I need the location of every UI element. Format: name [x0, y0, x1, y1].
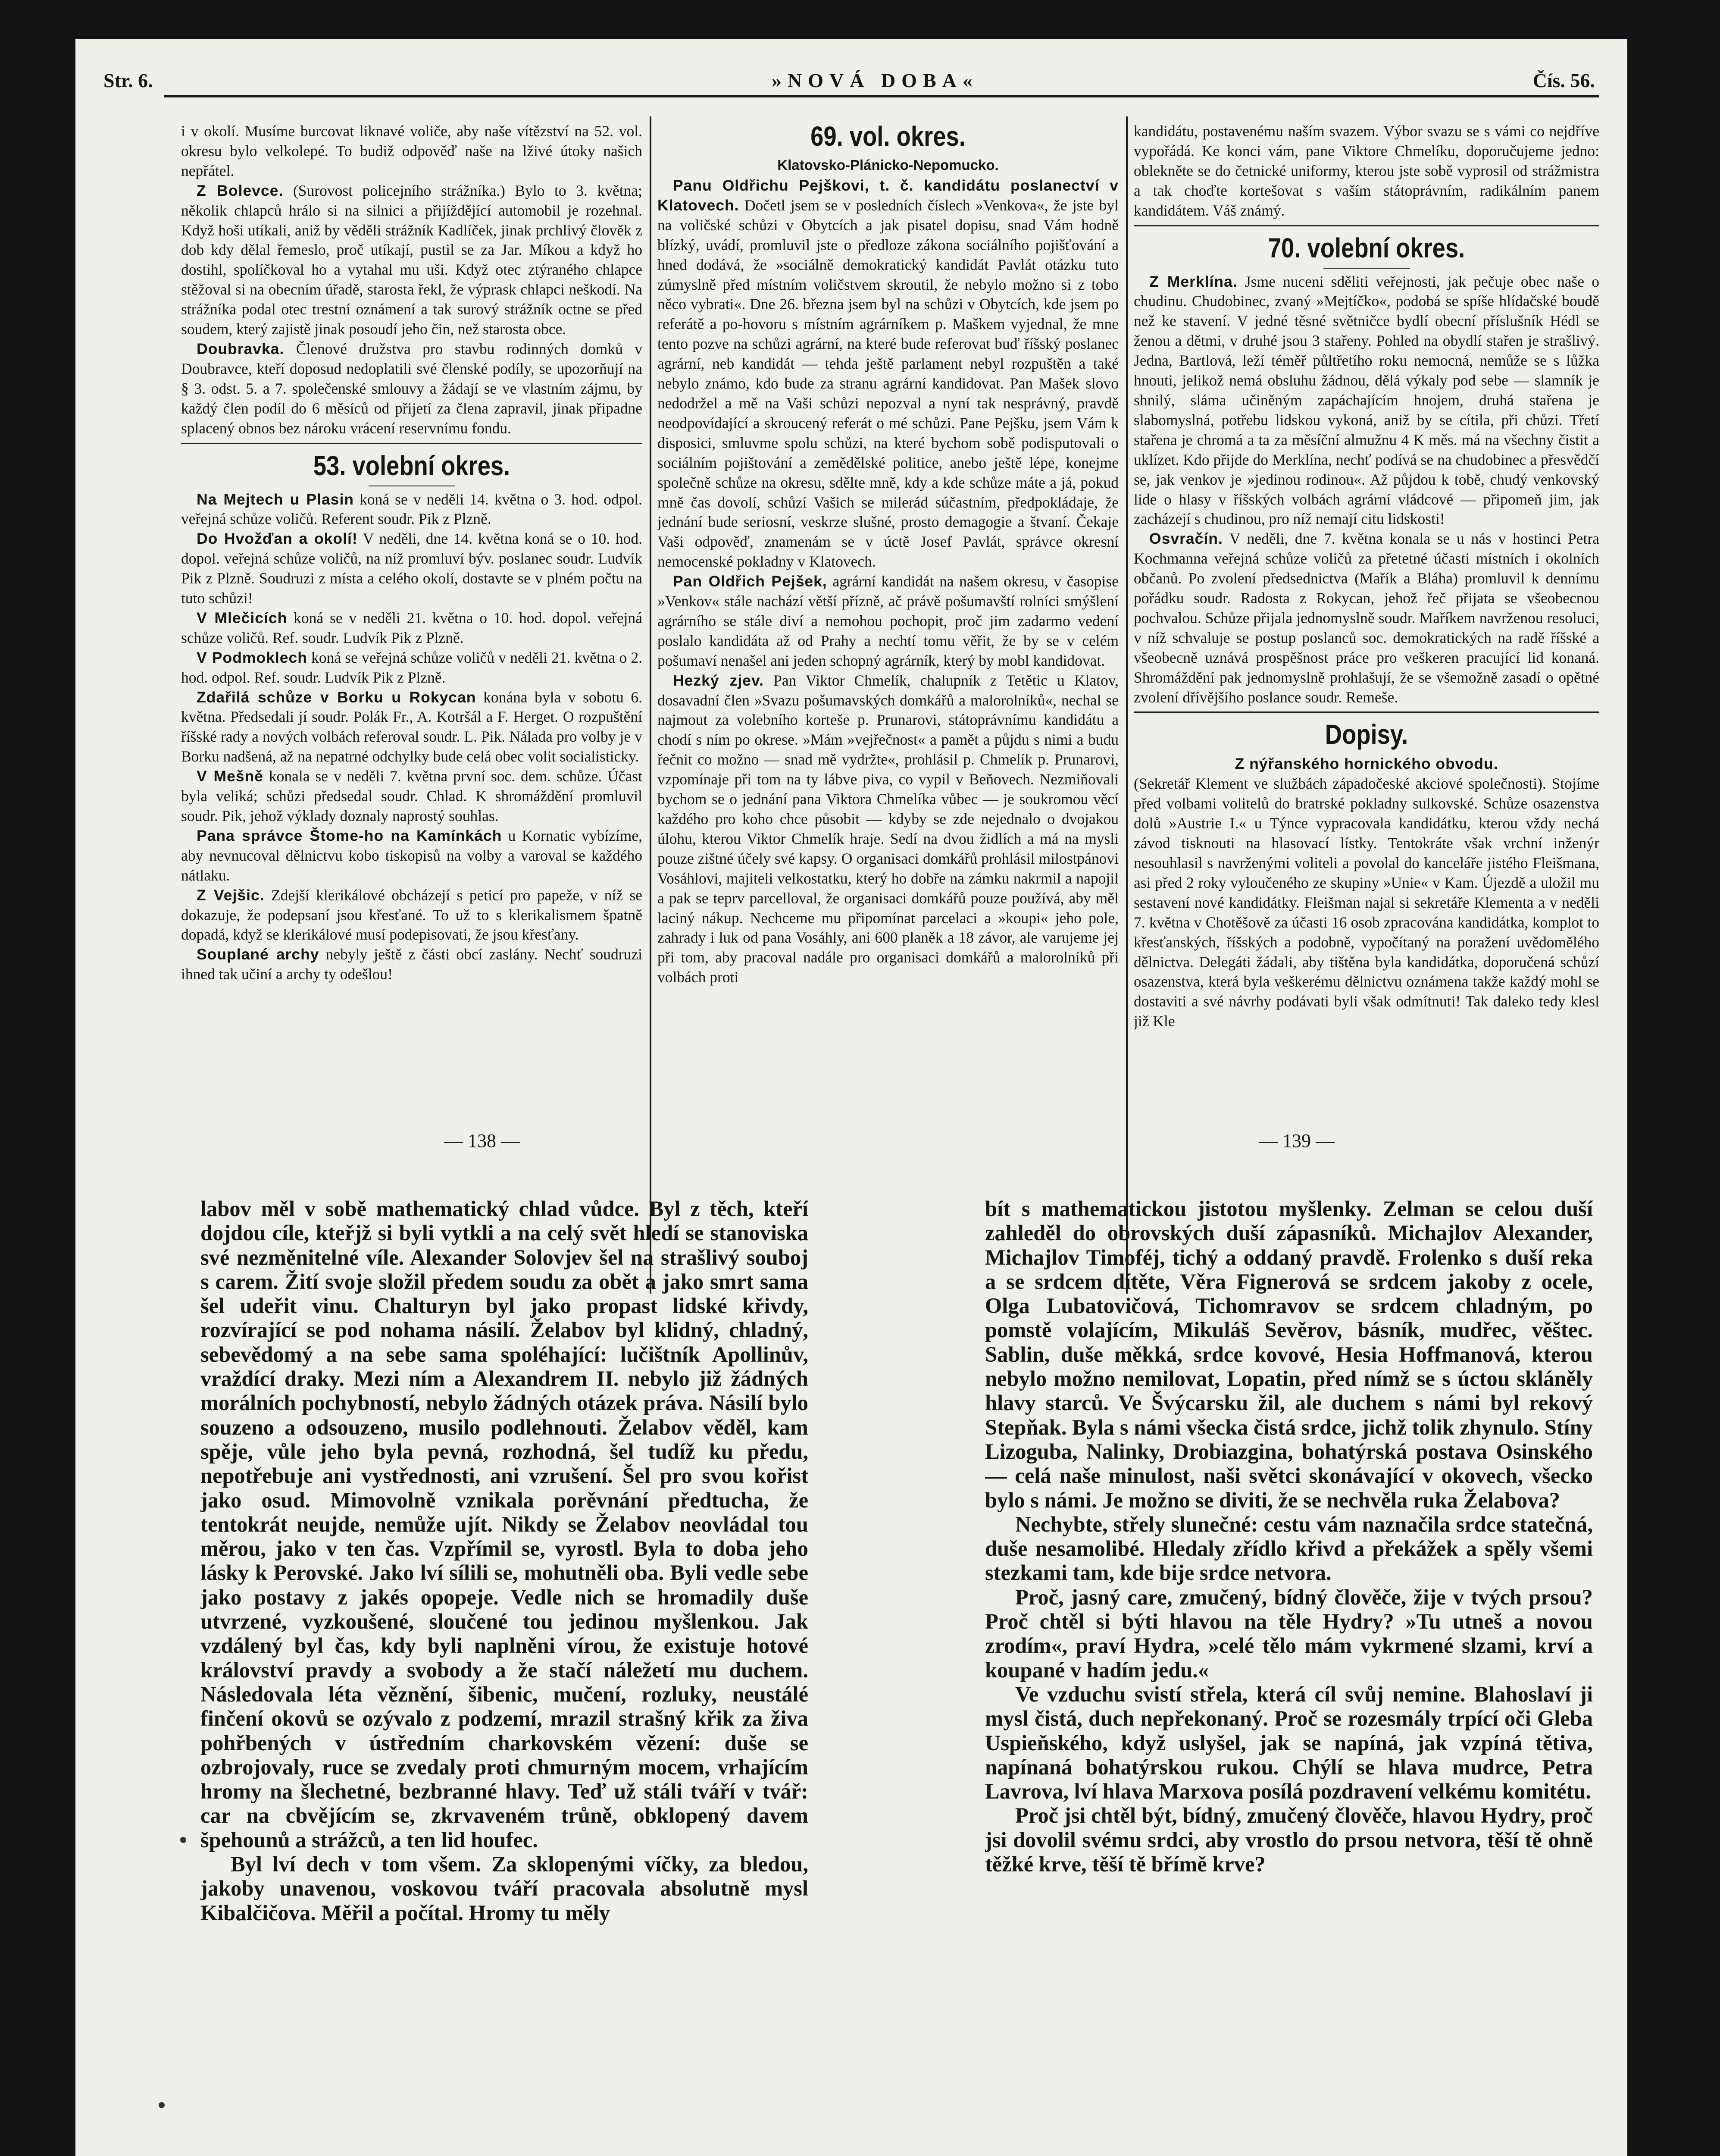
section-rule: [1134, 225, 1599, 226]
article: [181, 339, 642, 439]
article: [181, 826, 642, 886]
newspaper-title: »NOVÁ DOBA«: [772, 69, 979, 91]
article-heading: Pana správce Štome-ho na Kamínkách: [197, 827, 502, 844]
column-2: [657, 116, 1119, 1294]
page-number-left: — 138 —: [444, 1130, 520, 1151]
article: [181, 181, 642, 339]
article-heading: Na Mejtech u Plasin: [197, 490, 354, 508]
article-text: agrární kandidát na našem okresu, v časopise »Venkov« stále nachází větší přízně, ač právě pošumavští rolníci smýšlení agrárního se stále diví a nemohou pochopit, proč jim zadarmo vedení poslalo kandidáta až od Prahy a nechtí tomu věřit, že by se v celém pošumaví nenašel ani jeden schopný agrárník, který by mobl kandidovat.: [657, 573, 1119, 669]
book-paragraph: labov měl v sobě mathematický chlad vůdce. Byl z těch, kteří dojdou cíle, kteřjž si byli vytkli a na celý svět hledí se stanoviska své nezměnitelné víle. Alexander Solovjev šel na strašlivý souboj s carem. Žití svoje složil předem soudu za obět a jako smrt sama šel udeřit vinu. Chalturyn byl jako propast lidské křivdy, rozvírající se pod nohama násilí. Želabov byl klidný, chladný, sebevědomý a na sebe sama spoléhající: lučištník Apollinův, vraždící draky. Mezi ním a Alexandrem II. nebylo již žádných morálních pochybností, nebylo žádných otázek práva. Násilí bylo souzeno a odsouzeno, musilo podlehnouti. Želabov věděl, kam spěje, vůle jeho byla pevná, rozhodná, šel tudíž ku předu, nepotřebuje ani vystřednosti, ani vzrušení. Šel pro svou kořist jako osud. Mimovolně vznikala porěvnání předtucha, že tentokrát neujde, nemůže ujít. Nikdy se Želabov neovládal tou měrou, jako v ten čas. Vzpřímil se, vyrostl. Byla to doba jeho lásky k Perovské. Jako lví sílili se, mohutněli oba. Byli vedle sebe jako postavy z jakés opopeje. Vedle nich se hromadily duše utvrzené, vyzkoušené, sloučené tou jedinou myšlenkou. Jak vzdálený byl čas, kdy byli naplněni vírou, že existuje hotové království pravdy a svobody a že stačí náležetí mu duchem. Následovala léta věznění, šibenic, mučení, rozluky, neustálé finčení okovů se ozývalo z podzemí, mrazil strašný křik za živa pohřbených v ústředním charkovském vězení: duše se ozbrojovaly, ruce se zvedaly proti chmurným mocem, vrhajícím hromy na šlechetné, bezbranné hlavy. Teď už stáli tváří v tvář: car na cbvějícím se, zkrvaveném trůně, obklopený davem špehounů a strážců, a ten lid houfec.: [200, 1197, 808, 1852]
book-page-right: [985, 1197, 1593, 2156]
issue-number: Čís. 56.: [1532, 69, 1595, 91]
article-heading: Doubravka.: [197, 340, 285, 357]
column-3: [1134, 122, 1599, 1294]
article-heading-line: [1134, 754, 1599, 774]
page-header: [103, 69, 1604, 93]
article-heading: Souplané archy: [197, 946, 319, 963]
article-text: u Kornatic vybízíme, aby nevnucoval dělnictvu kobo tiskopisů na volby a varoval se každého nátlaku.: [181, 827, 642, 884]
ink-dot: [159, 2102, 165, 2108]
article-heading: Z Bolevce.: [197, 182, 284, 199]
article: [181, 529, 642, 608]
column-divider: [650, 116, 651, 1294]
article-text: nebyly ještě z části obcí zaslány. Nechť soudruzi ihned tak učiní a archy ty odešlou!: [181, 946, 642, 983]
article-continued: kandidátu, postavenému naším svazem. Výbor svazu se s vámi co nejdříve vypořádá. Ke konci vám, pane Viktore Chmelíku, doporučujeme jedno: oblekněte se do četnické uniformy, kterou jste sobě vyprosil od strážmistra a tak choďte kortešovat s vaším státoprávním, radikálním panem kandidátem. Váš známý.: [1134, 122, 1599, 219]
article-heading: Osvračín.: [1149, 530, 1223, 548]
article: [657, 176, 1119, 572]
article-text: Pan Viktor Chmelík, chalupník z Tetětic u Klatov, dosavadní člen »Svazu pošumavských domkářů a malorolníků«, nechal se najmout za volebního korteše p. Prunarovi, státoprávnímu kandidátu a chodí s ním po okrese. »Mám »vejřečnost« a pamět a půjdu s nimi a budu řečnit co možno — snad mě vydržte«, prohlásil p. Chmelík p. Prunarovi, vzpomínaje při tom na ty lábve piva, co vypil v Beňovech. Nezmiňovali bychom se o jednání pana Viktora Chmelíka vůbec — je soukromou věcí každého pro koho chce působit — kdyby se zde nejednalo o dvojakou úlohu, kterou Viktor Chmelík hraje. Sedí na dvou židlích a má na mysli pouze zištné účely své kapsy. O organisaci domkářů prohlásil milostpánovi Vosáhlovi, majiteli velkostatku, který ho dobře na zámku nakrmil a napojil a pak se teprv parcelloval, že organisaci domkářů pouze používá, aby měl laciný nákup. Nechceme mu připomínat parcelaci a »koupi« jeho pole, zahrady i luk od pana Vosáhly, ani 600 planěk a 18 závor, ale varujeme jej při tom, aby pracoval nadále pro organisaci domkářů a malorolníků při volbách proti: [657, 671, 1119, 986]
article-text: Zdejší klerikálové obcházejí s peticí pro papeže, v níž se dokazuje, že podepsaní jsou křesťané. To už to s klerikalismem špatně dopadá, když se klerikálové musí podepisovati, že jsou křesťany.: [181, 886, 642, 943]
article-text: koná se veřejná schůze voličů v neděli 21. května o 2. hod. odpol. Ref. soudr. Ludvík Pik z Plzně.: [181, 649, 642, 686]
short-rule: [1323, 268, 1410, 269]
article: [181, 608, 642, 648]
book-paragraph: Nechybte, střely slunečné: cestu vám naznačila srdce statečná, duše nesamolibé. Hledaly zřídlo křivd a překážek a spěly všemi stezkami tam, kde bije srdce netvora.: [985, 1512, 1593, 1585]
article: [1134, 529, 1599, 707]
article: [181, 767, 642, 826]
section-heading: 53. volební okres.: [313, 450, 510, 481]
article: [657, 671, 1119, 988]
section-heading: 69. vol. okres.: [810, 121, 966, 152]
article-text: koná se v neděli 14. května o 3. hod. odpol. veřejná schůze voličů. Referent soudr. Pik z Plzně.: [181, 490, 642, 528]
section-heading: 70. volební okres.: [1268, 232, 1465, 263]
article-text: (Sekretář Klement ve službách západočeské akciové společnosti). Stojíme před volbami volitelů do bratrské pokladny sulkovské. Schůze osazenstva dolů »Austrie I.« u Týnce vypracovala kandidátku, kterou vždy nechá závod tisknouti na hlasovací lístky. Tentokráte však vrchní inženýr nesouhlasil s navrženými voliteli a povolal do kanceláře jistého Fleišmana, asi před 2 roky vyloučeného ze skupiny »Unie« v Kam. Újezdě a uložil mu sestavení nové kandidátky. Fleišman najal si sekretáře Klementa a v neděli 7. května v Chotěšově za účasti 16 osob zpracována kandidátka, komplot to křesťanských, říšských a podobně, vypočítaný na poražení uvědomělého dělnictva. Delegáti žádali, aby tištěna byla kandidátka, doporučená schůzí osazenstva, která byla veškerému dělnictvu oznámena takže každý mohl se dostaviti a své návrhy podávati byli však odmítnuti! Tak daleko tedy klesl již Kle: [1134, 775, 1599, 1030]
book-paragraph: Byl lví dech v tom všem. Za sklopenými víčky, za bledou, jakoby unavenou, voskovou tváří pracovala absolutně mysl Kibalčičova. Měřil a počítal. Hromy tu měly: [200, 1852, 808, 1925]
article-text: V neděli, dne 7. května konala se u nás v hostinci Petra Kochmanna veřejná schůze voličů za přetetné účasti místních i okolních občanů. Po zvolení předsednictva (Mařík a Bláha) promluvil k dennímu pořádku soudr. Radosta z Rokycan, jehož řeč přijata se všeobecnou pochvalou. Schůze přijala jednomyslně soudr. Maříkem navrženou resoluci, v níž schvaluje se postup poslanců soc. demokratických na radě říšské a všeobecně uznává prospěšnost práce pro veškeren pracující lid konaná. Shromáždění pak jednomyslně prohlašují, že se všemožně zasadí o opětné zvolení dřívějšího poslance soudr. Remeše.: [1134, 530, 1599, 706]
book-paragraph: Proč, jasný care, zmučený, bídný člověče, žije v tvých prsou? Proč chtěl si býti hlavou na těle Hydry? »Tu utneš a novou zrodím«, praví Hydra, »celé tělo mám vykrmené slzami, krví a koupané v hadím jedu.«: [985, 1585, 1593, 1682]
article: [181, 688, 642, 767]
column-divider: [1126, 116, 1128, 1294]
article: [181, 886, 642, 945]
article-text: konána byla v sobotu 6. května. Předsedali jí soudr. Polák Fr., A. Kotršál a F. Herget. O rozpuštění říšské rady a nových volbách referoval soudr. L. Pik. Nálada pro volby je v Borku nadšená, až na nepatrné odchylky bude celá obec volit socialisticky.: [181, 688, 642, 765]
book-paragraph: Ve vzduchu svistí střela, která cíl svůj nemine. Blahoslaví ji mysl čistá, duch nepřekonaný. Proč se rozesmály trpící oči Gleba Uspieňského, když uslyšel, jak se napíná, jak vzpíná tětiva, napínaná bohatýrskou rukou. Chýlí se hlava mudrce, Petra Lavrova, lví hlava Marxova posílá pozdravení velkému komitétu.: [985, 1682, 1593, 1804]
article: [181, 945, 642, 984]
article: [1134, 272, 1599, 530]
book-paragraph: Proč jsi chtěl být, bídný, zmučený člověče, hlavou Hydry, proč jsi dovolil svému srdci, aby vrostlo do prsou netvora, těší tě ohně těžké krve, těší tě břímě krve?: [985, 1803, 1593, 1877]
book-page-left: [200, 1197, 808, 2156]
article-text: (Surovost policejního strážníka.) Bylo to 3. května; několik chlapců hrálo si na silnici a přijíždějící automobil je rozehnal. Když hoši utíkali, aniž by věděli strážník Kadlíček, jinak prchlivý člověk z dob kdy dělal řemeslo, proč utíkají, pustil se za Jar. Míkou a když ho dostihl, spolíčkoval ho a vytahal mu uši. Když otec ztýraného chlapce stěžoval si na obecním úřadě, starosta řekl, že výprask chlapci neškodí. Na strážníka podal otec trestní oznámení a tak surový strážník octne se před soudem, který zajistě jinak posoudí jeho čin, než starosta obce.: [181, 182, 642, 338]
article-text: koná se v neděli 21. května o 10. hod. dopol. veřejná schůze voličů. Ref. soudr. Ludvík Pik z Plzně.: [181, 609, 642, 646]
article-heading: V Mlečicích: [197, 609, 288, 627]
article-heading: V Podmoklech: [197, 649, 307, 666]
article-heading: V Mešně: [197, 768, 264, 785]
article-heading: Zdařilá schůze v Borku u Rokycan: [197, 688, 476, 706]
article-intro: i v okolí. Musíme burcovat liknavé voliče, aby naše vítězství na 52. vol. okresu bylo velkolepé. To budiž odpověď naše na lživé útoky našich nepřátel.: [181, 122, 642, 179]
article-text: V neděli, dne 14. května koná se o 10. hod. dopol. veřejná schůze voličů, na níž promluví býv. poslanec soudr. Ludvík Pik z Plzně. Soudruzi z místa a celého okolí, dostavte se v plném počtu na tuto schůzi!: [181, 530, 642, 607]
article-text: Jsme nuceni sděliti veřejnosti, jak pečuje obec naše o chudinu. Chudobinec, zvaný »Mejtíčko«, podobá se spíše hlídačské boudě než ke stavení. V jedné těsné světničce bydlí obecní příslušník Hédl se ženou a dětmi, v druhé jsou 3 stařeny. Pohled na obydlí stařen je strašlivý. Jedna, Bartlová, leží téměř půltřetího roku nemocná, nemůže se s lůžka hnouti, jelikož nemá obsluhu žádnou, dělá výkaly pod sebe — slamník je shnilý, sláma učiněným zapáchajícím hnojem, druhá stařena je slabomyslná, potřebu lidskou vykoná, aniž by se cítila, při chůzi. Třetí stařena je chromá a ta za měsíční almužnu 4 K měs. má na všechny čistit a uklízet. Kdo přijde do Merklína, nechť podívá se na chudobinec a přesvědčí se, jak venkov je »jedinou rodinou«. Až půjdou k tobě, chudý venkovský lide o hlasy v říšských volbách agrární vládcové — připomeň jim, jak zacházejí s chudinou, pro níž nemají citu lidskosti!: [1134, 273, 1599, 528]
article-heading: Hezký zjev.: [673, 671, 764, 689]
section-heading: Dopisy.: [1325, 719, 1408, 750]
article-heading: Panu Oldřichu Pejškovi, t. č. kandidátu poslanectví v Klatovech.: [657, 177, 1119, 214]
article: [181, 490, 642, 530]
section-subheading: Klatovsko-Plánicko-Nepomucko.: [777, 157, 999, 173]
article-heading: Pan Oldřich Pejšek,: [673, 573, 827, 590]
header-rule: [164, 95, 1599, 97]
article-heading: Z Vejšic.: [197, 886, 265, 904]
article-text: Dočetl jsem se v posledních číslech »Venkova«, že jste byl na voličské schůzi v Obytcích a jak pisatel dopisu, snad Vám hodně blízký, uvádí, promluvil jste o předloze zákona sociálního pojišťování a hned dodává, že »sociálně demokratický kandidát Pavlát otázku tuto zúmyslně před místním voličstvem skroutil, že nebylo možno si z tobo něco vybrati«. Dne 26. března jsem byl na schůzi v Obytcích, kde jsem po referátě a po-hovoru s místním agrárníkem p. Maškem vyjednal, že mne tento pozve na schůzi agrární, na které bude referovat buď říšský poslanec agrární, neb kandidát — tehda ještě parlament nebyl rozpuštěn a také nebylo známo, kdo bude za stranu agrární kandidovat. Pan Mašek slovo nedodržel a mě na Vaši schůzi nepozval a nyní tak nesprávný, pravdě neodpovídající a skroucený referát o mé schůzi. Pane Pejšku, jsem Vám k disposici, smluvme spolu schůzi, na které bychom sobě podisputovali o sociálním pojištování a zemědělské politice, anebo ještě lépe, konejme společně schůze na okresu, sdělte mně, kdy a kde schůze máte a já, pokud mně čas dovolí, schůzí Vašich se milerád súčastním, předpokládaje, že jednání bude seriosní, veskrze slušné, prosto demagogie a štvaní. Čekaje Vaši odpověď, znamenám se v úctě Josef Pavlát, správce okresní nemocenské pokladny v Klatovech.: [657, 196, 1119, 570]
page-label: Str. 6.: [103, 69, 153, 91]
ink-dot: [180, 1837, 186, 1843]
article-text: konala se v neděli 7. května první soc. dem. schůze. Účast byla veliká; schůzi předsedal soudr. Chlad. K shromáždění promluvil soudr. Pik, jehož výklady doznaly naprostý souhlas.: [181, 768, 642, 824]
article: [181, 648, 642, 688]
article-heading: Z Merklína.: [1149, 273, 1238, 290]
section-rule: [1134, 711, 1599, 713]
page-number-right: — 139 —: [1259, 1130, 1335, 1151]
book-paragraph: bít s mathematickou jistotou myšlenky. Zelman se celou duší zahleděl do obrovských duší zápasníků. Michajlov Alexander, Michajlov Timoféj, tichý a oddaný pravdě. Frolenko s duší reka a se srdcem dítěte, Věra Fignerová se srdcem jakoby z ocele, Olga Lubatovičová, Tichomravov se srdcem chladným, po pomstě volajícím, Mikuláš Sevěrov, básník, mudřec, věštec. Sablin, duše měkká, srdce kovové, Hesia Hoffmanová, kterou nebylo možno nemilovat, Lopatin, před nímž se s úctou skláněly hlavy starců. Ve Švýcarsku žil, ale duchem s námi byl rekový Stepňak. Byla s námi všecka čistá srdce, jichž tolik zhynulo. Stíny Lizoguba, Nalinky, Drobiazgina, bohatýrská postava Osinského — celá naše minulost, naši světci skonávající v okovech, všecko bylo s námi. Je možno se diviti, že se nechvěla ruka Želabova?: [985, 1197, 1593, 1512]
article-heading: Do Hvožďan a okolí!: [197, 530, 358, 548]
column-1: [181, 122, 642, 1294]
section-rule: [181, 443, 642, 444]
article-text: Členové družstva pro stavbu rodinných domků v Doubravce, kteří doposud nedoplatili své členské podíly, se upozorňují na § 3. odst. 5. a 7. společenské smlouvy a žádají se ve vlastním zájmu, by každý člen podíl do 6 měsíců od přijetí za člena zapravil, jinak připadne splacený obnos bez nároku vrácení reservnímu fondu.: [181, 340, 642, 437]
article: [657, 572, 1119, 671]
article-heading: Z nýřanského hornického obvodu.: [1235, 755, 1498, 773]
